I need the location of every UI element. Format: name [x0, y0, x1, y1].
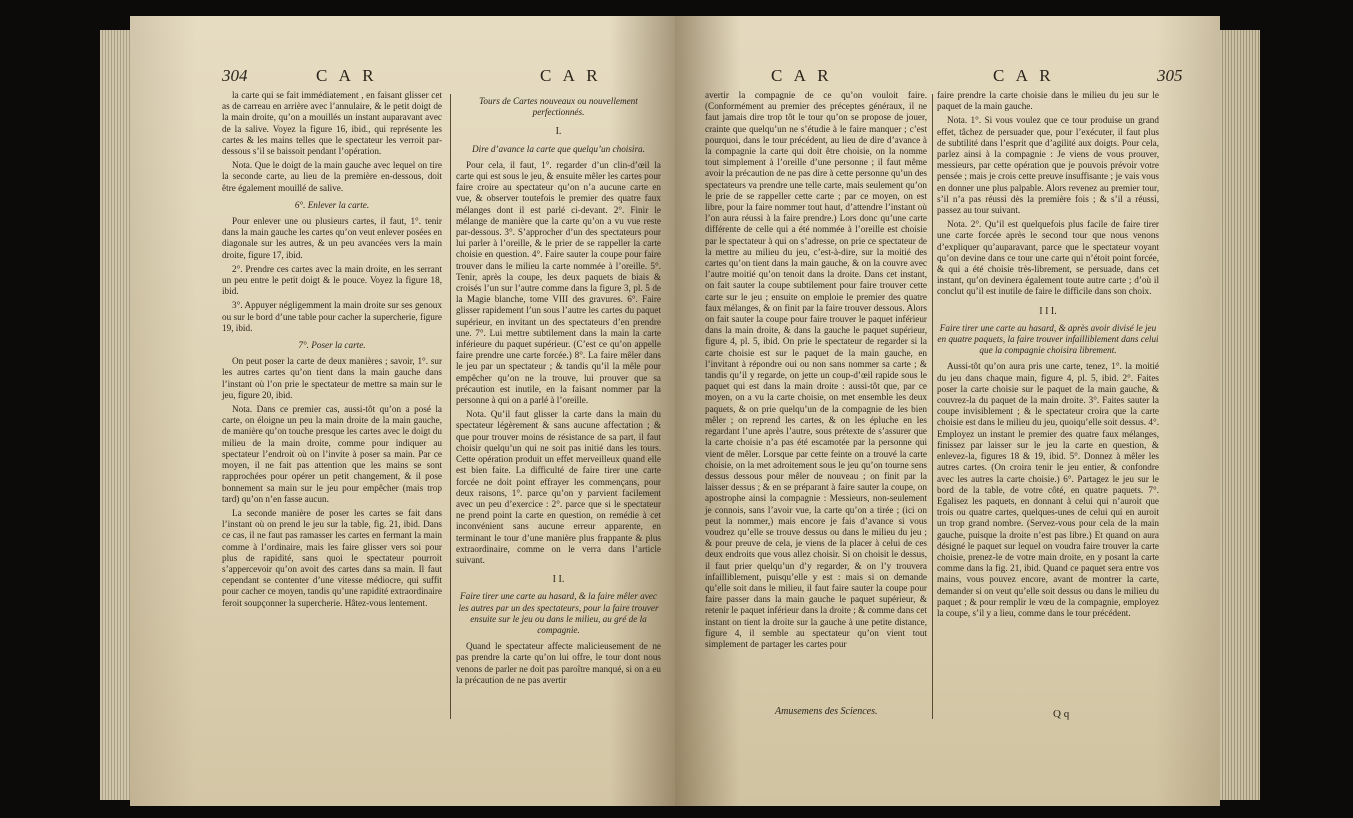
paragraph: Pour enlever une ou plusieurs cartes, il faut, 1°. tenir dans la main gauche les cartes qu’on veut enlever posées en diagonale sur les autres, & un peu avancées vers la main droite, figure 17, ibid. [222, 216, 442, 260]
left-column-2 [456, 90, 661, 689]
paragraph: La seconde manière de poser les cartes se fait dans l’instant où on prend le jeu sur la table, fig. 21, ibid. Dans ce cas, il ne faut pas ramasser les cartes en fermant la main comme à l’ordinaire, mais les faire glisser vers soi pour plus de rapidité, sans quoi le spectateur pourroit s’appercevoir qu’on avoit des cartes dans sa main. Il faut cependant se contenter d’une vitesse médiocre, qui suffit pour cacher ce moyen, tandis qu’une rapidité extraordinaire feroit soupçonner la supercherie. Hâtez-vous lentement. [222, 507, 442, 608]
column-divider [932, 94, 933, 719]
column-divider [450, 94, 451, 719]
right-column-2 [937, 90, 1159, 622]
right-page [675, 16, 1220, 806]
left-column-1 [222, 90, 442, 612]
chapter-title: Tours de Cartes nouveaux ou nouvellement perfectionnés. [479, 96, 638, 118]
left-page-number: 304 [222, 66, 248, 85]
paragraph: avertir la compagnie de ce qu’on vouloit faire. (Conformément au premier des préceptes généraux, il ne faut jamais dire trop tôt le tour qu’on se propose de jouer, crainte que quelqu’un ne s’étudie à le faire manquer ; c’est pourquoi, dans le tour précédent, au lieu de dire d’avance à la compagnie la carte qui doit être choisie, on la nomme tout simplement à l’oreille d’une personne ; il faut même avoir la précaution de ne pas dire à cette personne qu’un des spectateurs va prendre une telle carte, mais seulement qu’on le prie de se rappeller cette carte ; par ce moyen, on est libre, pour la faire nommer tout haut, d’attendre l’instant où l’on aura réussi à la faire prendre.) Lors donc qu’une carte différente de celle qui a été nommée à l’oreille est choisie par le spectateur à qui on s’adresse, on prie ce spectateur de la mettre au milieu du jeu, c’est-à-dire, sur la moitié des cartes qu’on tient dans la main gauche, & on la couvre avec l’autre moitié qu’on tenoit dans la droite. Dans cet instant, on fait sauter la coupe subtilement pour faire trouver cette carte sur le jeu ; ensuite on emploie le premier des quatre faux mélanges, & on finit par la faire trouver dessous. Alors on fait sauter la coupe pour faire trouver le paquet inférieur dans la main droite, & dans la gauche le paquet supérieur, figure 4, pl. 5, ibid. On prie le spectateur de regarder si la carte choisie est sur le paquet de la main gauche, en l’invitant à répondre oui ou non sans nommer sa carte ; & tandis qu’il y regarde, on jette un coup-d’œil rapide sous le paquet qui est dans la main droite : aussi-tôt que, par ce moyen, on a vu la carte choisie, on met ensemble les deux paquets, & on prie quelqu’un de la compagnie de les bien mêler ; on reprend les cartes, & on les épluche en les regardant l’une après l’autre, sous prétexte de s’assurer que la carte choisie n’a pas été escamotée par la personne qui vient de mêler. Lorsque par cette feinte on a trouvé la carte choisie, on la met adroitement sous le jeu qu’on tourne sens dessus dessous pour mêler de nouveau ; on finit par la laisser dessus ; & en se préparant à faire sauter la coupe, on apostrophe ainsi la compagnie : Messieurs, non-seulement je connois, sans l’avoir vue, la carte qu’on a tirée ; (ici on peut la nommer,) mais encore je fais d’avance si vous voudrez qu’elle se trouve dessus ou dans le milieu du jeu ; & pour preuve de cela, je viens de la placer à celui de ces deux endroits que vous allez choisir. Si on choisit le dessus, il faut prier quelqu’un d’y regarder, & on l’y trouvera infailliblement, puisqu’elle y est : mais si on demande qu’elle soit dans le milieu, il faut faire sauter la coupe pour faire passer dans la main gauche le paquet supérieur, & retenir le paquet inférieur dans la droite ; & comme dans cet instant on tient la droite sur la gauche à une petite distance, figure 4, il semble au spectateur qu’on vient tout simplement de partager les cartes pour [705, 90, 927, 649]
paragraph: Nota. Que le doigt de la main gauche avec lequel on tire la seconde carte, au lieu de la première en-dessous, doit être également mouillé de salive. [222, 160, 442, 193]
paragraph: Quand le spectateur affecte malicieusement de ne pas prendre la carte qu’on lui offre, le tour dont nous venons de parler ne doit pas paroître manqué, si on a eu la précaution de ne pas avertir [456, 641, 661, 685]
left-running-head: C A R [316, 66, 378, 85]
right-page-number: 305 [1157, 66, 1183, 85]
roman-numeral: I. [555, 126, 562, 138]
paragraph: Nota. 1°. Si vous voulez que ce tour produise un grand effet, tâchez de persuader que, pour l’exécuter, il faut plus de subtilité dans l’esprit que d’agilité aux doigts. Pour cela, parlez ainsi à la compagnie : Je viens de vous prouver, messieurs, par cette opération que je pouvois prévoir votre pensée ; mais je crois cette preuve insuffisante ; je vais vous en donner une plus palpable. Alors revenez au premier tour, s’il n’a pas réussi dès la première fois ; & s’il a réussi, passez au tour suivant. [937, 115, 1159, 216]
section-heading: 7°. Poser la carte. [298, 340, 366, 351]
paragraph: 3°. Appuyer négligemment la main droite sur ses genoux ou sur le bord d’une table pour cacher la supercherie, figure 19, ibid. [222, 300, 442, 333]
paragraph: Aussi-tôt qu’on aura pris une carte, tenez, 1°. la moitié du jeu dans chaque main, figure 4, pl. 5, ibid. 2°. Faites poser la carte choisie sur le paquet de la main gauche, & couvrez-la du paquet de la main droite. 3°. Faites sauter la coupe invisiblement ; & le spectateur croira que la carte choisie est dans le milieu du jeu, quoiqu’elle soit dessus. 4°. Employez un instant le premier des quatre faux mélanges, finissez par laisser sur le jeu la carte en question, & enlevez-la, figures 18 & 19, ibid. 5°. Donnez à mêler les autres cartes. (On croira tenir le jeu entier, & confondre avec les autres la carte choisie.) 6°. Partagez le jeu sur le bord de la table, de votre côté, en quatre paquets. 7°. Egalisez les paquets, en donnant à celui qui n’auroit que trois ou quatre cartes, quelques-unes de celui qui en auroit un trop grand nombre. (Servez-vous pour cela de la main gauche, puisque la droite n’est pas libre.) Et quand on aura désigné le paquet sur lequel on voudra faire trouver la carte choisie, prenez-le de votre main droite, en y posant la carte comme dans la fig. 21, ibid. Quand ce paquet sera entre vos mains, vous pouvez encore, avant de montrer la carte, demander si on veut qu’elle soit dessus ou dans le milieu du paquet ; & pour remplir le vœu de la compagnie, employez la coupe, s’il y a lieu, comme dans le tour précédent. [937, 361, 1159, 618]
paragraph: 2°. Prendre ces cartes avec la main droite, en les serrant un peu entre le petit doigt & le pouce. Voyez la figure 18, ibid. [222, 263, 442, 297]
right-running-head-2: C A R [993, 66, 1055, 85]
paragraph: Nota. 2°. Qu’il est quelquefois plus facile de faire tirer une carte forcée après le second tour que nous venons d’expliquer qu’auparavant, parce que le spectateur voyant qu’on devine dans ce tour une carte qui n’étoit point forcée, & qui a été choisie très-librement, se persuade, dans cet instant, qu’on devinera également toute autre carte ; d’où il conclut qu’il est inutile de faire le difficile dans son choix. [937, 219, 1159, 297]
roman-numeral: I I. [552, 574, 565, 586]
right-page-edges [1220, 30, 1260, 800]
left-running-head-2: C A R [540, 66, 602, 85]
paragraph: Pour cela, il faut, 1°. regarder d’un clin-d’œil la carte qui est sous le jeu, & ensuite mêler les cartes pour faire croire au spectateur qu’on n’a aucune carte en vue, & observer toutefois le premier des quatre faux mélanges dont il est parlé ci-devant. 2°. Finir le mélange de manière que la carte qu’on a vu vue reste par-dessous. 3°. S’approcher d’un des spectateurs pour lui parler à l’oreille, & le prier de se rappeller la carte choisie en question. 4°. Faire sauter la coupe pour faire trouver dans le milieu la carte nommée à l’oreille. 5°. Tenir, après la coupe, les deux paquets de biais & croisés l’un sur l’autre comme dans la figure 3, pl. 5 de la Magie blanche, tome VIII des gravures. 6°. Faire glisser rapidement l’un sous l’autre les cartes du paquet supérieur, en invitant un des spectateurs d’en prendre une. 7°. Lui mettre subtilement dans la main la carte inférieure du paquet supérieur. (C’est ce qu’on appelle faire prendre une carte forcée.) 8°. La faire mêler dans le jeu par un spectateur ; & tandis qu’il la mêle pour empêcher qu’on ne la trouve, lui prouver que sa précaution est inutile, en la faisant nommer par la personne à qui on a parlé à l’oreille. [456, 159, 661, 406]
trick-title: Faire tirer une carte au hasard, & la faire mêler avec les autres par un des spectateurs, pour la faire trouver ensuite sur le jeu ou dans le milieu, au gré de la compagnie. [458, 591, 659, 635]
paragraph: la carte qui se fait immédiatement , en faisant glisser cet as de carreau en arrière avec l’annulaire, & le petit doigt de la main droite, qu’on a mouillés un instant auparavant avec de la salive. Voyez la figure 16, ibid., qui représente les cartes & les mains telles que le spectateur les verroit par-dessous s’il se baissoit pendant l’opération. [222, 90, 442, 157]
left-page [130, 16, 675, 806]
paragraph: Nota. Dans ce premier cas, aussi-tôt qu’on a posé la carte, on éloigne un peu la main droite de la main gauche, de manière qu’on touche presque les cartes avec le doigt du milieu de la main droite, comme pour indiquer au spectateur l’endroit où on l’invite à poser sa main. Par ce moyen, il ne fait pas attention que les mains se sont rapprochées pour opérer un petit changement, & il pose bonnement sa main sur le jeu pour empêcher (mais trop tard) qu’on n’en fasse aucun. [222, 404, 442, 504]
paragraph: Nota. Qu’il faut glisser la carte dans la main du spectateur légèrement & sans aucune affectation ; & que pour trouver moins de résistance de sa part, il faut choisir quelqu’un qui ne soit pas initié dans les tours. Cette opération produit un effet merveilleux quand elle est bien faite. La difficulté de faire tirer une carte forcée ne doit point effrayer les commençans, pour deux raisons, 1°. parce qu’on y parvient facilement avec un peu d’exercice : 2°. parce que si le spectateur ne prend point la carte en question, on remédie à cet inconvénient sans aucune erreur apparente, en terminant le tour d’une manière plus frappante & plus extraordinaire, comme on le verra dans l’article suivant. [456, 409, 661, 565]
right-running-head: C A R [771, 66, 833, 85]
roman-numeral: I I I. [1039, 305, 1057, 317]
footer-title: Amusemens des Sciences. [775, 706, 878, 717]
trick-title: Faire tirer une carte au hasard, & après avoir divisé le jeu en quatre paquets, la faire trouver infailliblement dans celui que la compagnie choisira librement. [937, 322, 1159, 356]
section-heading: 6°. Enlever la carte. [294, 199, 370, 210]
left-page-edges [100, 30, 130, 800]
paragraph: faire prendre la carte choisie dans le milieu du jeu sur le paquet de la main gauche. [937, 90, 1159, 112]
signature-mark: Q q [1053, 708, 1070, 720]
paragraph: On peut poser la carte de deux manières ; savoir, 1°. sur les autres cartes qu’on tient dans la main gauche dans l’instant où l’on prie le spectateur de mettre sa main sur le jeu, figure 20, ibid. [222, 356, 442, 400]
right-column-1 [705, 90, 927, 653]
trick-title: Dire d’avance la carte que quelqu’un choisira. [472, 143, 645, 154]
open-book [130, 16, 1220, 806]
